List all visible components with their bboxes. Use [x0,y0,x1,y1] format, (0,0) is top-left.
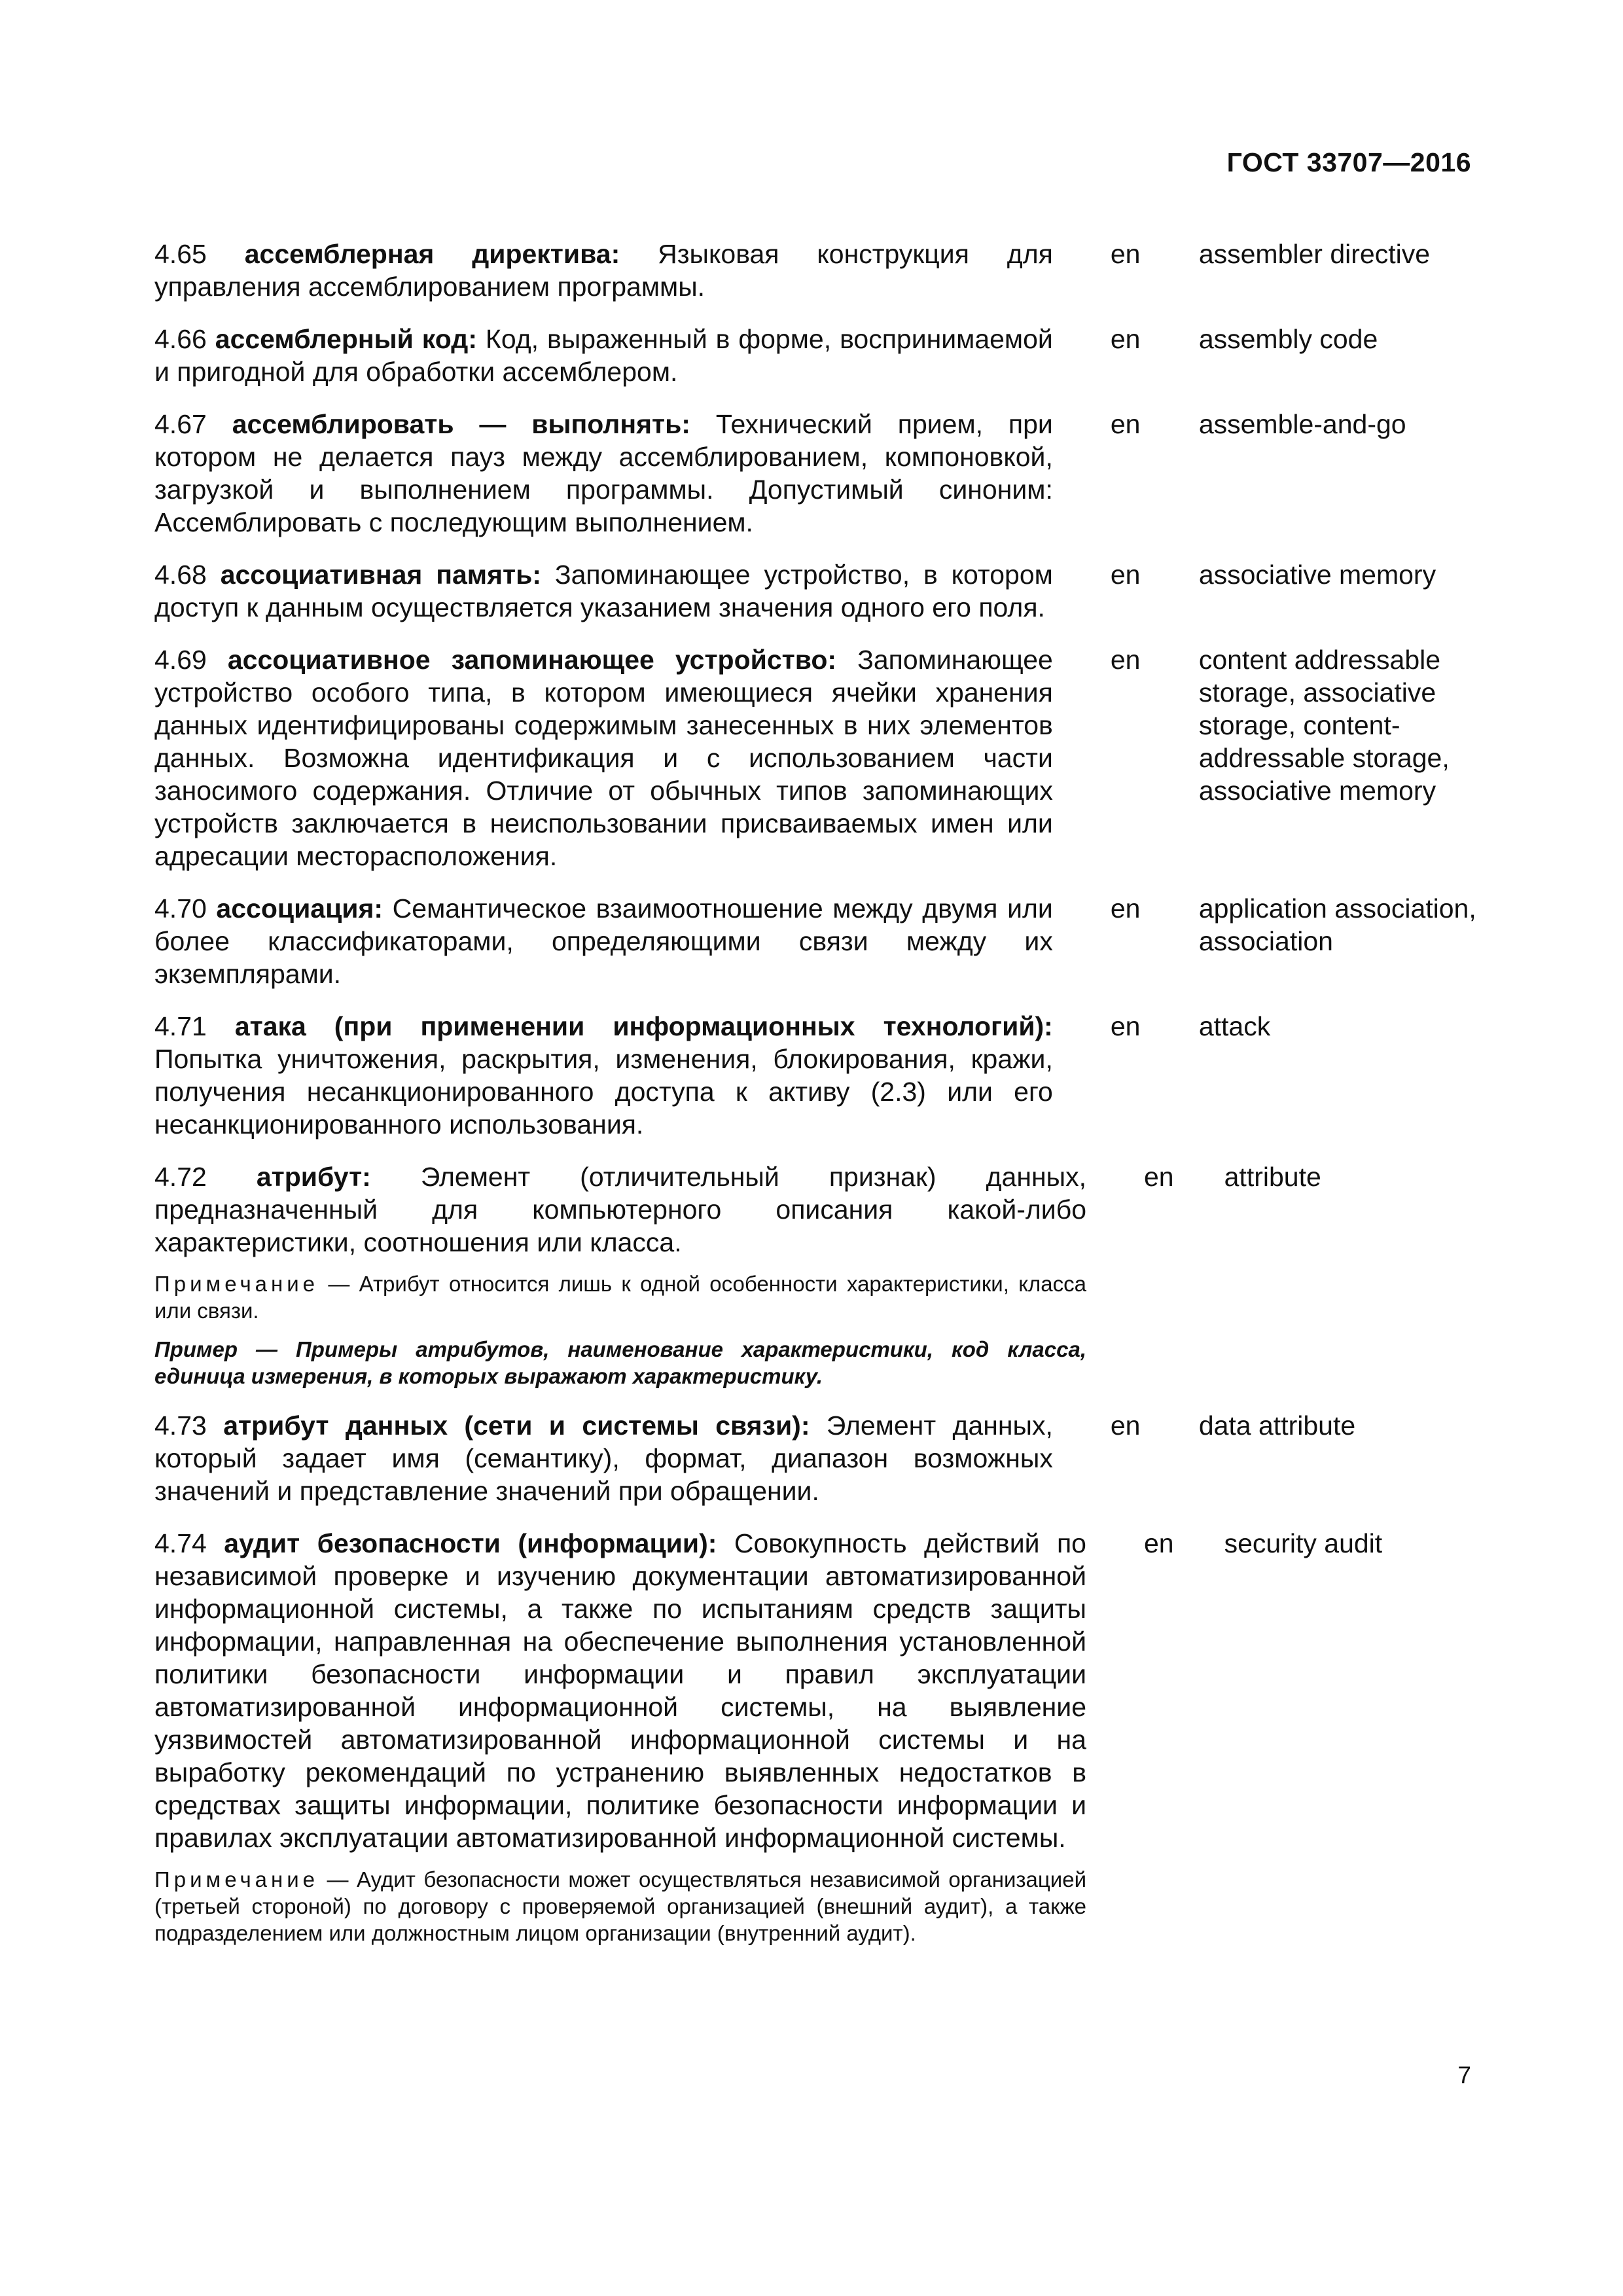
term-name: ассемблировать — выполнять: [232,409,690,439]
term-number: 4.67 [154,409,207,439]
term-equivalent: content addressable storage, associative storage, content-addressable storage, associative memory [1198,645,1450,806]
term-note [154,1866,1086,1946]
term-language: en [1110,1410,1141,1441]
term-language: en [1110,560,1141,590]
term-number: 4.65 [154,239,207,269]
term-name: атрибут: [256,1162,371,1192]
term-equivalent: assembly code [1198,324,1378,354]
term-entry-4-67 [154,408,1476,539]
note-label: Примечание [154,1272,319,1296]
term-entry-4-69 [154,643,1476,872]
term-entry-4-70 [154,892,1476,990]
page-number: 7 [1457,2062,1471,2089]
terms-list [154,238,1476,1966]
term-name: ассемблерный код: [215,324,477,354]
term-example: Пример — Примеры атрибутов, наименование характеристики, код класса, единица измерения, в которых выражают характеристику. [154,1337,1086,1388]
term-entry-4-72 [154,1160,1476,1390]
term-entry-4-73 [154,1409,1476,1507]
term-number: 4.74 [154,1528,207,1558]
term-name: атака (при применении информационных технологий): [234,1011,1053,1041]
term-entry-4-66 [154,323,1476,388]
term-language: en [1110,409,1141,439]
term-text: Языковая конструкция для управления ассемблированием программы. [154,239,1053,302]
term-language: en [1110,893,1141,924]
term-equivalent: assembler directive [1198,239,1430,269]
term-language: en [1144,1162,1174,1192]
term-text: Попытка уничтожения, раскрытия, изменения, блокирования, кражи, получения несанкционированного доступа к активу (2.3) или его несанкционированного использования. [154,1044,1053,1139]
term-definition [154,1527,1086,1854]
term-definition [154,558,1053,624]
term-text: Совокупность действий по независимой проверке и изучению документации автоматизированной информационной системы, а также по испытаниям средств защиты информации, направленная на обеспечение выполнения установленной политики безопасности информации и правил эксплуатации автоматизированной информационной системы, на выявление уязвимостей автоматизированной информационной системы и на выработку рекомендаций по устранению выявленных недостатков в средствах защиты информации, политике безопасности информации и правилах эксплуатации автоматизированной информационной системы. [154,1528,1086,1853]
term-entry-4-65 [154,238,1476,303]
term-language: en [1110,239,1141,269]
term-definition [154,643,1053,872]
term-definition [154,892,1053,990]
term-definition [154,1010,1053,1141]
term-equivalent: attribute [1224,1162,1321,1192]
document-header: ГОСТ 33707—2016 [1226,147,1471,177]
term-equivalent: application association, association [1198,893,1476,956]
term-definition [154,408,1053,539]
term-number: 4.73 [154,1410,207,1441]
term-definition [154,238,1053,303]
term-equivalent: assemble-and-go [1198,409,1406,439]
term-name: ассоциативная память: [220,560,541,590]
term-text: Код, выраженный в форме, воспринимаемой и пригодной для обработки ассемблером. [154,324,1053,387]
note-text: — Атрибут относится лишь к одной особенности характеристики, класса или связи. [154,1272,1086,1323]
term-text: Элемент (отличительный признак) данных, предназначенный для компьютерного описания какой-либо характеристики, соотношения или класса. [154,1162,1086,1257]
term-equivalent: attack [1198,1011,1271,1041]
term-name: ассемблерная директива: [244,239,620,269]
term-number: 4.72 [154,1162,207,1192]
term-text: Элемент данных, который задает имя (семантику), формат, диапазон возможных значений и представление значений при обращении. [154,1410,1053,1506]
term-name: ассоциация: [216,893,383,924]
term-number: 4.71 [154,1011,207,1041]
term-number: 4.69 [154,645,207,675]
term-number: 4.70 [154,893,207,924]
term-text: Семантическое взаимоотношение между двумя или более классификаторами, определяющими связи между их экземплярами. [154,893,1053,989]
term-name: атрибут данных (сети и системы связи): [223,1410,810,1441]
term-definition-block [154,1527,1086,1946]
term-name: аудит безопасности (информации): [224,1528,717,1558]
term-number: 4.68 [154,560,207,590]
term-definition [154,1409,1053,1507]
note-label: Примечание [154,1867,319,1892]
term-number: 4.66 [154,324,207,354]
term-equivalent: security audit [1224,1528,1383,1558]
note-text: — Аудит безопасности может осуществляться независимой организацией (третьей стороной) по договору с проверяемой организацией (внешний аудит), а также подразделением или должностным лицом организации (внутренний аудит). [154,1867,1086,1945]
term-text: Запоминающее устройство, в котором доступ к данным осуществляется указанием значения одного его поля. [154,560,1053,622]
term-definition [154,1160,1086,1259]
term-equivalent: associative memory [1198,560,1436,590]
term-definition [154,323,1053,388]
term-language: en [1144,1528,1174,1558]
term-definition-block [154,1160,1086,1390]
term-language: en [1110,1011,1141,1041]
term-language: en [1110,645,1141,675]
term-name: ассоциативное запоминающее устройство: [227,645,837,675]
term-text: Технический прием, при котором не делается пауз между ассемблированием, компоновкой, загрузкой и выполнением программы. Допустимый синоним: Ассемблировать с последующим выполнением. [154,409,1053,537]
term-entry-4-71 [154,1010,1476,1141]
term-language: en [1110,324,1141,354]
term-note [154,1270,1086,1324]
term-entry-4-68 [154,558,1476,624]
term-text: Запоминающее устройство особого типа, в котором имеющиеся ячейки хранения данных идентифицированы содержимым занесенных в них элементов данных. Возможна идентификация и с использованием части заносимого содержания. Отличие от обычных типов запоминающих устройств заключается в неиспользовании присваиваемых имен или адресации месторасположения. [154,645,1053,871]
term-equivalent: data attribute [1198,1410,1356,1441]
term-entry-4-74 [154,1527,1476,1946]
